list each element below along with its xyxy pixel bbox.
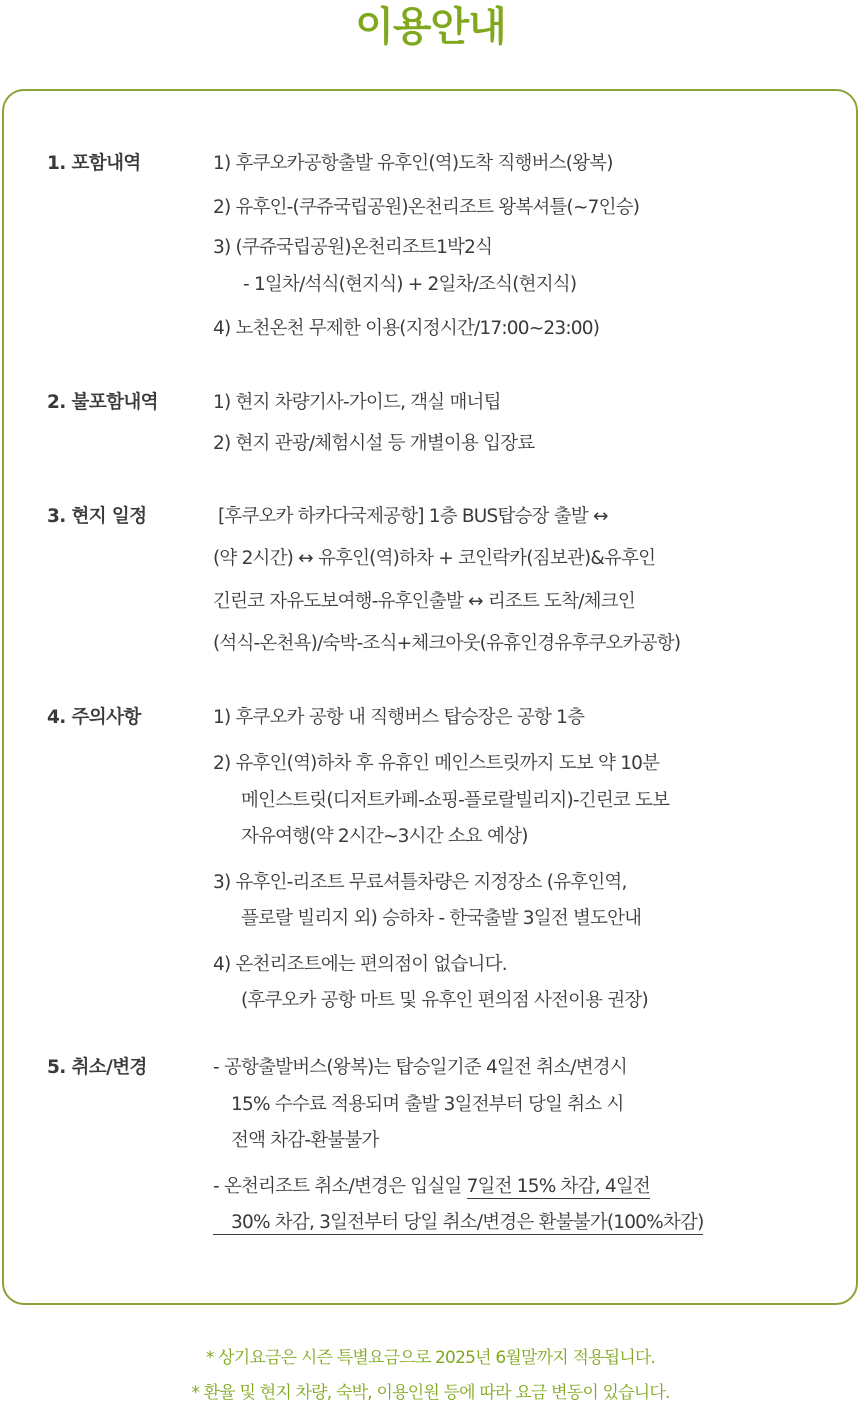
note-item-detail: 플로랄 빌리지 외) 승하차 - 한국출발 3일전 별도안내 xyxy=(241,908,642,929)
cancellation-item: - 공항출발버스(왕복)는 탑승일기준 4일전 취소/변경시 xyxy=(213,1057,627,1078)
note-item: 2) 유후인(역)하차 후 유휴인 메인스트릿까지 도보 약 10분 xyxy=(213,753,660,774)
section-label-included: 1. 포함내역 xyxy=(47,153,141,174)
note-item: 1) 후쿠오카 공항 내 직행버스 탑승장은 공항 1층 xyxy=(213,707,585,728)
note-item-detail: 자유여행(약 2시간~3시간 소요 예상) xyxy=(241,826,528,847)
cancellation-item-detail: 15% 수수료 적용되며 출발 3일전부터 당일 취소 시 xyxy=(231,1094,624,1115)
section-label-notes: 4. 주의사항 xyxy=(47,707,141,728)
footnote-season-rate: * 상기요금은 시즌 특별요금으로 2025년 6월말까지 적용됩니다. xyxy=(205,1348,656,1368)
excluded-item: 2) 현지 관광/체험시설 등 개별이용 입장료 xyxy=(213,433,535,454)
itinerary-line: [후쿠오카 하카다국제공항] 1층 BUS탑승장 출발 ↔ xyxy=(218,506,608,527)
included-item: 3) (쿠쥬국립공원)온천리조트1박2식 xyxy=(213,237,493,258)
note-item-detail: (후쿠오카 공항 마트 및 유후인 편의점 사전이용 권장) xyxy=(241,990,648,1011)
excluded-item: 1) 현지 차량기사-가이드, 객실 매너팁 xyxy=(213,392,501,413)
itinerary-line: (약 2시간) ↔ 유후인(역)하차 + 코인락카(짐보관)&유후인 xyxy=(213,548,656,569)
itinerary-line: (석식-온천욕)/숙박-조식+체크아웃(유휴인경유후쿠오카공항) xyxy=(213,633,681,654)
footnote-rate-change: * 환율 및 현지 차량, 숙박, 이용인원 등에 따라 요금 변동이 있습니다. xyxy=(191,1383,670,1403)
included-item-detail: - 1일차/석식(현지식) + 2일차/조식(현지식) xyxy=(243,274,577,295)
included-item: 1) 후쿠오카공항출발 유후인(역)도착 직행버스(왕복) xyxy=(213,153,613,174)
note-item-detail: 메인스트릿(디저트카페-쇼핑-플로랄빌리지)-긴린코 도보 xyxy=(241,790,670,811)
cancellation-fee-highlight: 30% 차감, 3일전부터 당일 취소/변경은 환불불가(100%차감) xyxy=(213,1212,703,1235)
cancellation-item xyxy=(213,1173,650,1201)
cancellation-fee-highlight: 7일전 15% 차감, 4일전 xyxy=(466,1176,650,1197)
included-item: 4) 노천온천 무제한 이용(지정시간/17:00~23:00) xyxy=(213,318,600,339)
note-item: 3) 유후인-리조트 무료셔틀차량은 지정장소 (유후인역, xyxy=(213,872,627,893)
itinerary-line: 긴린코 자유도보여행-유후인출발 ↔ 리조트 도착/체크인 xyxy=(213,591,635,612)
cancellation-item-detail: 전액 차감-환불불가 xyxy=(231,1130,379,1151)
page-title: 이용안내 xyxy=(355,4,506,50)
cancellation-lead-text: - 온천리조트 취소/변경은 입실일 xyxy=(213,1176,467,1197)
included-item: 2) 유후인-(쿠쥬국립공원)온천리조트 왕복셔틀(~7인승) xyxy=(213,197,640,218)
section-label-excluded: 2. 불포함내역 xyxy=(47,392,158,413)
section-label-itinerary: 3. 현지 일정 xyxy=(47,506,147,527)
note-item: 4) 온천리조트에는 편의점이 없습니다. xyxy=(213,954,507,975)
cancellation-item-detail xyxy=(213,1209,703,1237)
section-label-cancellation: 5. 취소/변경 xyxy=(47,1057,147,1078)
